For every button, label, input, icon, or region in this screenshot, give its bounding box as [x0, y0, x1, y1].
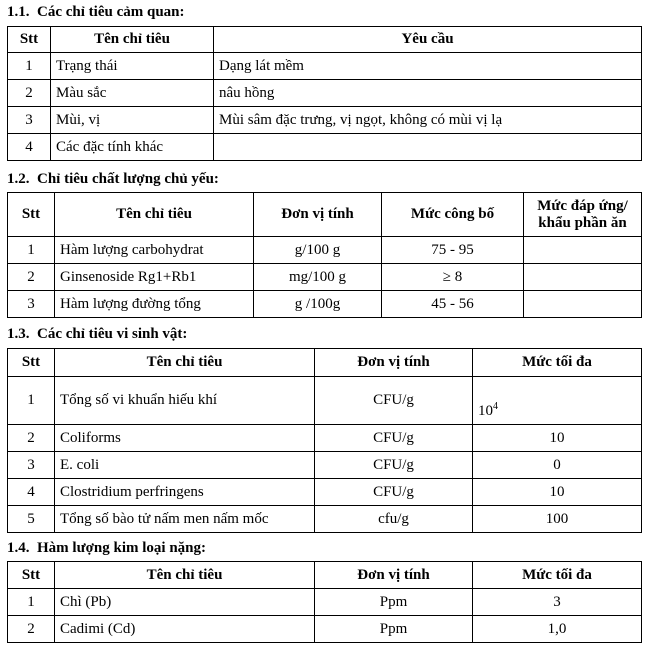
- cell-unit: g/100 g: [254, 237, 382, 264]
- header-max-level: Mức tối đa: [473, 562, 642, 589]
- cell-unit: Ppm: [315, 616, 473, 643]
- header-stt: Stt: [8, 562, 55, 589]
- cell-unit: Ppm: [315, 589, 473, 616]
- header-stt: Stt: [8, 193, 55, 237]
- cell-stt: 2: [8, 425, 55, 452]
- table-header-row: [8, 562, 642, 589]
- cell-requirement: Dạng lát mềm: [214, 53, 642, 80]
- cell-stt: 2: [8, 264, 55, 291]
- header-unit: Đơn vị tính: [315, 562, 473, 589]
- cell-stt: 2: [8, 80, 51, 107]
- cell-stt: 3: [8, 291, 55, 318]
- cell-stt: 5: [8, 506, 55, 533]
- cell-name: Clostridium perfringens: [55, 479, 315, 506]
- organoleptic-table: [7, 26, 642, 161]
- cell-stt: 4: [8, 134, 51, 161]
- header-name: Tên chỉ tiêu: [55, 562, 315, 589]
- table-header-row: [8, 349, 642, 377]
- cell-name: Tổng số vi khuẩn hiếu khí: [55, 377, 315, 425]
- cell-name: Coliforms: [55, 425, 315, 452]
- cell-serving-level: [524, 264, 642, 291]
- header-name: Tên chỉ tiêu: [55, 193, 254, 237]
- cell-requirement: Mùi sâm đặc trưng, vị ngọt, không có mùi vị lạ: [214, 107, 642, 134]
- table-row: [8, 425, 642, 452]
- table-row: [8, 506, 642, 533]
- section-1-2-title: [0, 170, 219, 188]
- cell-declared-level: 75 - 95: [382, 237, 524, 264]
- section-1-3-title: [0, 325, 187, 343]
- header-stt: Stt: [8, 27, 51, 53]
- table-row: [8, 589, 642, 616]
- header-name: Tên chỉ tiêu: [51, 27, 214, 53]
- cell-name: Các đặc tính khác: [51, 134, 214, 161]
- section-number: 1.4.: [7, 540, 30, 556]
- section-title-text: Các chỉ tiêu vi sinh vật:: [37, 326, 188, 342]
- cell-stt: 1: [8, 237, 55, 264]
- cell-name: Cadimi (Cd): [55, 616, 315, 643]
- cell-stt: 2: [8, 616, 55, 643]
- header-unit: Đơn vị tính: [254, 193, 382, 237]
- cell-unit: mg/100 g: [254, 264, 382, 291]
- cell-max-level: 0: [473, 452, 642, 479]
- base-value: 10: [478, 403, 493, 419]
- cell-serving-level: [524, 237, 642, 264]
- cell-requirement: [214, 134, 642, 161]
- cell-name: E. coli: [55, 452, 315, 479]
- cell-unit: CFU/g: [315, 425, 473, 452]
- header-stt: Stt: [8, 349, 55, 377]
- heavy-metal-table: [7, 561, 642, 643]
- cell-max-level: 100: [473, 506, 642, 533]
- cell-stt: 1: [8, 589, 55, 616]
- table-row: [8, 452, 642, 479]
- table-row: [8, 107, 642, 134]
- cell-unit: CFU/g: [315, 452, 473, 479]
- cell-unit: cfu/g: [315, 506, 473, 533]
- cell-declared-level: 45 - 56: [382, 291, 524, 318]
- table-row: [8, 264, 642, 291]
- cell-name: Hàm lượng carbohydrat: [55, 237, 254, 264]
- cell-stt: 3: [8, 107, 51, 134]
- cell-unit: g /100g: [254, 291, 382, 318]
- section-title-text: Hàm lượng kim loại nặng:: [37, 540, 206, 556]
- exponent-value: 4: [493, 401, 498, 412]
- cell-declared-level: ≥ 8: [382, 264, 524, 291]
- table-row: [8, 377, 642, 425]
- table-row: [8, 616, 642, 643]
- section-number: 1.1.: [7, 4, 30, 20]
- section-number: 1.2.: [7, 171, 30, 187]
- cell-max-level: 10: [473, 425, 642, 452]
- section-number: 1.3.: [7, 326, 30, 342]
- cell-max-level: 1,0: [473, 616, 642, 643]
- cell-stt: 4: [8, 479, 55, 506]
- cell-name: Ginsenoside Rg1+Rb1: [55, 264, 254, 291]
- cell-unit: CFU/g: [315, 479, 473, 506]
- cell-stt: 1: [8, 377, 55, 425]
- table-header-row: [8, 27, 642, 53]
- cell-name: Màu sắc: [51, 80, 214, 107]
- cell-stt: 3: [8, 452, 55, 479]
- table-row: [8, 237, 642, 264]
- cell-serving-level: [524, 291, 642, 318]
- cell-unit: CFU/g: [315, 377, 473, 425]
- header-requirement: Yêu cầu: [214, 27, 642, 53]
- cell-max-level: 10: [473, 479, 642, 506]
- section-1-4-title: [0, 539, 206, 557]
- cell-name: Tổng số bào tử nấm men nấm mốc: [55, 506, 315, 533]
- header-max-level: Mức tối đa: [473, 349, 642, 377]
- table-row: [8, 479, 642, 506]
- section-title-text: Chỉ tiêu chất lượng chủ yếu:: [37, 171, 219, 187]
- microbiological-table: [7, 348, 642, 533]
- quality-table: [7, 192, 642, 318]
- header-name: Tên chỉ tiêu: [55, 349, 315, 377]
- table-row: [8, 80, 642, 107]
- cell-name: Chì (Pb): [55, 589, 315, 616]
- cell-name: Mùi, vị: [51, 107, 214, 134]
- section-1-1-title: [0, 3, 185, 21]
- header-declared-level: Mức công bố: [382, 193, 524, 237]
- cell-name: Hàm lượng đường tổng: [55, 291, 254, 318]
- table-row: [8, 53, 642, 80]
- cell-name: Trạng thái: [51, 53, 214, 80]
- table-header-row: [8, 193, 642, 237]
- cell-max-level: 3: [473, 589, 642, 616]
- header-unit: Đơn vị tính: [315, 349, 473, 377]
- header-serving-level: Mức đáp ứng/ khẩu phần ăn: [524, 193, 642, 237]
- cell-requirement: nâu hồng: [214, 80, 642, 107]
- cell-stt: 1: [8, 53, 51, 80]
- cell-max-level: [473, 377, 642, 425]
- section-title-text: Các chỉ tiêu cảm quan:: [37, 4, 185, 20]
- table-row: [8, 134, 642, 161]
- table-row: [8, 291, 642, 318]
